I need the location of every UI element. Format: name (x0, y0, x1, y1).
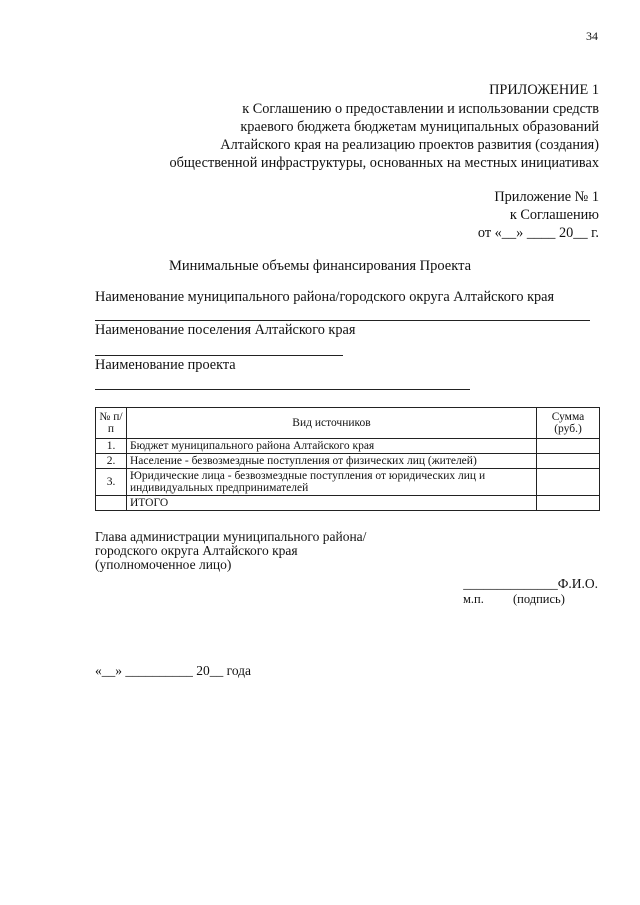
signature-authorized-person: (уполномоченное лицо) (95, 557, 232, 572)
table-header-row (96, 408, 600, 439)
stamp-place: м.п. (463, 592, 484, 606)
table-row (96, 439, 600, 454)
signature-title-line2: городского округа Алтайского края (95, 543, 298, 558)
document-title: Минимальные объемы финансирования Проекта (168, 258, 472, 274)
page-number: 34 (586, 29, 598, 43)
row-source: Бюджет муниципального района Алтайского края (127, 439, 537, 454)
row-sum (537, 454, 600, 469)
project-field-label: Наименование проекта (95, 357, 236, 373)
table-row (96, 454, 600, 469)
row-num: 2. (96, 454, 127, 469)
row-sum (537, 469, 600, 496)
row-num: 3. (96, 469, 127, 496)
district-field-line (95, 320, 590, 321)
row-source: Население - безвозмездные поступления от физических лиц (жителей) (127, 454, 537, 469)
settlement-field-line (95, 355, 343, 356)
signature-title-line1: Глава администрации муниципального района/ (95, 529, 367, 544)
appendix-line: к Соглашению о предоставлении и использовании средств (242, 101, 599, 117)
header-num: № п/п (96, 408, 127, 439)
appendix-line: общественной инфраструктуры, основанных на местных инициативах (169, 155, 599, 171)
row-sum (537, 439, 600, 454)
row-num: 1. (96, 439, 127, 454)
settlement-field-label: Наименование поселения Алтайского края (95, 322, 356, 338)
date-line: «__» __________ 20__ года (95, 663, 252, 678)
financing-sources-table (95, 407, 600, 511)
attachment-date: от «__» ____ 20__ г. (477, 225, 599, 241)
attachment-line: к Соглашению (509, 207, 599, 223)
attachment-title: Приложение № 1 (494, 189, 599, 205)
signature-label: (подпись) (513, 592, 565, 606)
district-field-label: Наименование муниципального района/городского округа Алтайского края (95, 289, 555, 305)
project-field-line (95, 389, 470, 390)
appendix-line: краевого бюджета бюджетам муниципальных образований (240, 119, 599, 135)
appendix-title: ПРИЛОЖЕНИЕ 1 (489, 82, 599, 98)
header-sum: Сумма (руб.) (537, 408, 600, 439)
appendix-line: Алтайского края на реализацию проектов развития (создания) (220, 137, 599, 153)
table-row (96, 469, 600, 496)
header-source: Вид источников (127, 408, 537, 439)
total-label: ИТОГО (127, 496, 537, 511)
signature-fio: ______________Ф.И.О. (463, 576, 598, 591)
row-source: Юридические лица - безвозмездные поступления от юридических лиц и индивидуальных предпринимателей (127, 469, 537, 496)
table-total-row (96, 496, 600, 511)
